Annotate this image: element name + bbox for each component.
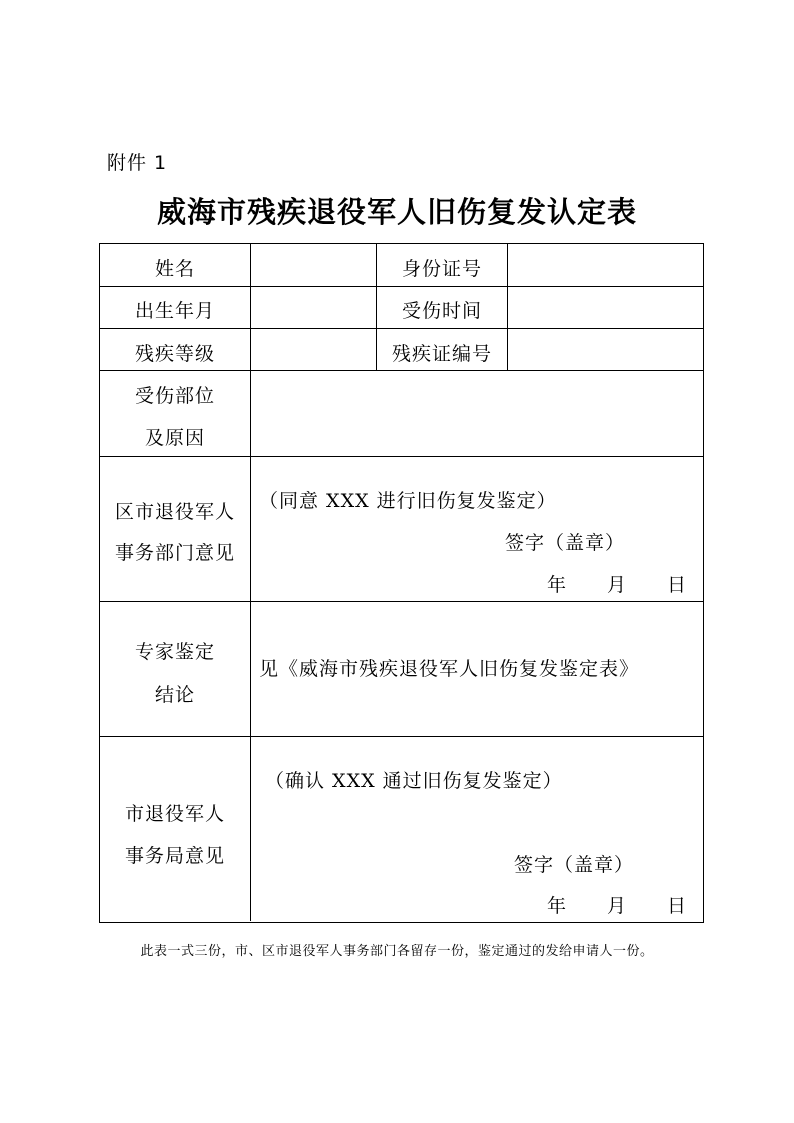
district-opinion-text: （同意 XXX 进行旧伤复发鉴定） xyxy=(259,490,557,512)
district-date-text: 年 月 日 xyxy=(547,574,688,596)
district-dept-label: 区市退役军人 xyxy=(114,501,235,523)
disability-cert-field[interactable] xyxy=(508,329,703,370)
expert-label: 专家鉴定 xyxy=(134,641,215,663)
page-title: 威海市残疾退役军人旧伤复发认定表 xyxy=(156,195,637,229)
disability-cert-label: 残疾证编号 xyxy=(391,343,492,365)
injury-time-field[interactable] xyxy=(508,287,703,328)
attachment-label: 附件 1 xyxy=(107,152,168,174)
birth-field[interactable] xyxy=(251,287,376,328)
recognition-form xyxy=(99,243,704,923)
city-opinion-text: （确认 XXX 通过旧伤复发鉴定） xyxy=(265,770,563,792)
footer-note: 此表一式三份，市、区市退役军人事务部门各留存一份，鉴定通过的发给申请人一份。 xyxy=(140,944,654,959)
injury-site-label: 受伤部位 xyxy=(134,385,215,407)
disability-level-field[interactable] xyxy=(251,329,376,370)
id-number-field[interactable] xyxy=(508,244,703,286)
row-divider xyxy=(100,601,703,602)
injury-site-field[interactable] xyxy=(251,371,703,456)
city-opinion-label: 事务局意见 xyxy=(124,845,225,867)
id-number-label: 身份证号 xyxy=(401,258,482,280)
disability-level-label: 残疾等级 xyxy=(134,343,215,365)
injury-time-label: 受伤时间 xyxy=(401,300,482,322)
row-divider xyxy=(100,456,703,457)
expert-conclusion-label: 结论 xyxy=(154,684,195,706)
name-field[interactable] xyxy=(251,244,376,286)
city-date-text: 年 月 日 xyxy=(547,895,688,917)
city-sign-text: 签字（盖章） xyxy=(514,854,635,876)
name-label: 姓名 xyxy=(154,258,195,280)
row-divider xyxy=(100,736,703,737)
district-opinion-label: 事务部门意见 xyxy=(114,542,235,564)
birth-label: 出生年月 xyxy=(134,300,215,322)
injury-cause-label: 及原因 xyxy=(144,427,205,449)
expert-conclusion-text: 见《威海市残疾退役军人旧伤复发鉴定表》 xyxy=(259,658,640,680)
district-sign-text: 签字（盖章） xyxy=(505,532,626,554)
city-bureau-label: 市退役军人 xyxy=(124,803,225,825)
